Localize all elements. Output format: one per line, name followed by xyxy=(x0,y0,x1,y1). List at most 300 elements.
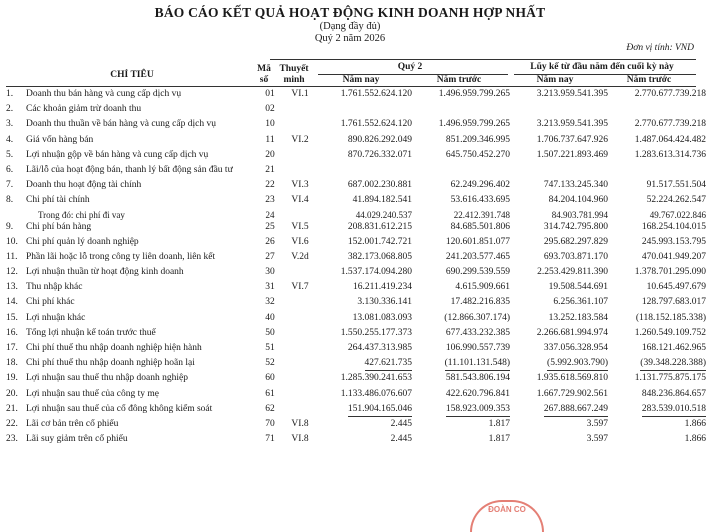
row-quarter-last-year xyxy=(416,118,514,133)
row-label xyxy=(26,194,258,209)
row-quarter-this-year xyxy=(318,296,416,311)
row-code-text: 10 xyxy=(265,119,275,130)
row-ytd-this-year xyxy=(514,210,612,221)
row-note xyxy=(282,372,318,387)
row-ytd-last-year xyxy=(612,296,710,311)
income-statement-table xyxy=(6,88,710,448)
row-code-text: 60 xyxy=(265,373,275,384)
row-code xyxy=(258,251,282,266)
row-code-text: 22 xyxy=(265,180,275,191)
row-note-text: VI.1 xyxy=(291,89,309,99)
row-label xyxy=(26,327,258,342)
row-ytd-last-year-text: 1.283.613.314.736 xyxy=(634,149,706,160)
row-code xyxy=(258,88,282,103)
row-ytd-this-year xyxy=(514,388,612,403)
row-ytd-this-year xyxy=(514,372,612,387)
row-quarter-this-year-text: 1.761.552.624.120 xyxy=(340,119,412,130)
row-note xyxy=(282,266,318,281)
row-quarter-last-year-text: 22.412.391.748 xyxy=(453,209,510,220)
row-label-text: Chi phí tài chính xyxy=(26,195,90,206)
row-quarter-last-year xyxy=(416,327,514,342)
header-bottom-rule xyxy=(6,86,696,87)
row-ytd-last-year-text: 52.224.262.547 xyxy=(646,195,706,206)
row-quarter-last-year xyxy=(416,134,514,149)
row-number-text: 20. xyxy=(6,388,18,399)
row-code xyxy=(258,418,282,433)
row-code xyxy=(258,118,282,133)
row-code xyxy=(258,372,282,387)
row-code-text: 27 xyxy=(265,251,275,262)
row-quarter-this-year-text: 3.130.336.141 xyxy=(357,297,412,308)
row-code-text: 11 xyxy=(265,134,275,145)
row-ytd-this-year xyxy=(514,194,612,209)
row-note xyxy=(282,327,318,342)
row-note-text: VI.2 xyxy=(291,134,309,145)
row-label xyxy=(26,418,258,433)
row-label-text: Chi phí bán hàng xyxy=(26,221,92,232)
row-label xyxy=(26,372,258,387)
row-number xyxy=(6,221,26,236)
row-number-text: 21. xyxy=(6,403,18,414)
row-ytd-last-year xyxy=(612,194,710,209)
row-label-text: Lợi nhuận sau thuế thu nhập doanh nghiệp xyxy=(26,373,189,384)
row-note xyxy=(282,236,318,251)
row-note xyxy=(282,164,318,179)
row-quarter-this-year-text: 382.173.068.805 xyxy=(347,251,412,262)
row-note-text: VI.8 xyxy=(291,418,309,429)
row-ytd-last-year xyxy=(612,118,710,133)
row-note xyxy=(282,312,318,327)
row-number xyxy=(6,342,26,357)
row-quarter-last-year-text: 581.543.806.194 xyxy=(445,373,510,384)
row-ytd-this-year-text: 2.253.429.811.390 xyxy=(537,267,608,278)
row-ytd-last-year-text: 2.770.677.739.218 xyxy=(634,119,706,130)
row-ytd-this-year xyxy=(514,134,612,149)
row-quarter-this-year-text: 1.537.174.094.280 xyxy=(340,267,412,278)
row-code-text: 25 xyxy=(265,221,275,232)
row-note-text: V.2d xyxy=(291,251,309,262)
row-label-text: Trong đó: chi phí đi vay xyxy=(38,209,125,220)
row-ytd-this-year xyxy=(514,327,612,342)
row-quarter-this-year xyxy=(318,210,416,221)
row-number-text: 11. xyxy=(6,251,18,262)
row-number-text: 15. xyxy=(6,312,18,323)
row-ytd-this-year-text: 84.204.104.960 xyxy=(548,195,608,206)
row-label-text: Chi phí khác xyxy=(26,297,75,308)
row-quarter-this-year-text: 208.831.612.215 xyxy=(347,221,412,232)
row-label-text: Lợi nhuận gộp về bán hàng và cung cấp dịch vụ xyxy=(26,149,209,160)
row-label xyxy=(26,251,258,266)
row-code xyxy=(258,327,282,342)
row-label xyxy=(26,236,258,251)
header-q-this-year: Năm nay xyxy=(342,75,380,85)
row-quarter-last-year xyxy=(416,296,514,311)
row-note xyxy=(282,433,318,448)
header-top-rule xyxy=(270,59,696,60)
row-code xyxy=(258,388,282,403)
row-quarter-last-year-text: 158.923.009.353 xyxy=(446,403,510,417)
row-ytd-last-year-text: 128.797.683.017 xyxy=(641,297,706,308)
row-number xyxy=(6,179,26,194)
row-ytd-this-year-text: 2.266.681.994.974 xyxy=(536,327,608,338)
row-code xyxy=(258,403,282,418)
row-code-text: 40 xyxy=(265,312,275,323)
row-quarter-last-year xyxy=(416,418,514,433)
row-number xyxy=(6,418,26,433)
row-ytd-this-year xyxy=(514,281,612,296)
table-row xyxy=(6,251,710,266)
row-number-text: 19. xyxy=(6,373,18,384)
row-code xyxy=(258,221,282,236)
row-number-text: 8. xyxy=(6,195,14,206)
row-note-text: VI.3 xyxy=(291,180,309,191)
row-label-text: Phần lãi hoặc lỗ trong công ty liên doanh, liên kết xyxy=(26,251,216,262)
row-ytd-last-year xyxy=(612,418,710,433)
row-ytd-this-year xyxy=(514,179,612,194)
row-quarter-this-year-text: 41.894.182.541 xyxy=(352,195,412,206)
row-code xyxy=(258,296,282,311)
row-quarter-last-year xyxy=(416,433,514,448)
income-statement-body xyxy=(6,88,710,448)
row-ytd-last-year xyxy=(612,266,710,281)
row-ytd-this-year-text: 1.667.729.902.561 xyxy=(536,388,608,399)
row-label xyxy=(26,164,258,179)
row-ytd-last-year-text: 1.487.064.424.482 xyxy=(634,134,706,145)
row-label-text: Chi phí thuế thu nhập doanh nghiệp hiện hành xyxy=(26,343,202,353)
row-quarter-last-year xyxy=(416,210,514,221)
row-number-text: 3. xyxy=(6,119,14,130)
row-ytd-last-year-text: 2.770.677.739.218 xyxy=(634,89,706,99)
row-quarter-this-year-text: 890.826.292.049 xyxy=(347,134,412,145)
row-label xyxy=(26,312,258,327)
row-note xyxy=(282,403,318,418)
row-quarter-this-year-text: 870.726.332.071 xyxy=(347,149,412,160)
row-note xyxy=(282,342,318,357)
row-number-text: 10. xyxy=(6,236,18,247)
row-label-text: Giá vốn hàng bán xyxy=(26,134,94,145)
row-ytd-last-year-text: 168.254.104.015 xyxy=(641,221,706,232)
table-row xyxy=(6,296,710,311)
row-label-text: Doanh thu hoạt động tài chính xyxy=(26,180,142,191)
row-quarter-last-year xyxy=(416,164,514,179)
row-number xyxy=(6,88,26,103)
row-quarter-last-year xyxy=(416,251,514,266)
row-ytd-this-year-text: 3.597 xyxy=(586,418,608,429)
row-quarter-last-year xyxy=(416,179,514,194)
row-ytd-this-year-text: 747.133.245.340 xyxy=(543,180,608,191)
row-number xyxy=(6,388,26,403)
row-ytd-this-year-text: 1.507.221.893.469 xyxy=(536,149,608,160)
row-quarter-last-year-text: 422.620.796.841 xyxy=(445,388,510,399)
header-y-this-year: Năm nay xyxy=(536,75,574,85)
row-quarter-last-year-text: 690.299.539.559 xyxy=(445,267,510,278)
row-label xyxy=(26,149,258,164)
row-quarter-this-year xyxy=(318,118,416,133)
row-number-text: 12. xyxy=(6,267,18,278)
row-code xyxy=(258,312,282,327)
row-label xyxy=(26,179,258,194)
table-row xyxy=(6,372,710,387)
row-ytd-this-year-text: 3.597 xyxy=(586,434,608,445)
row-code-text: 02 xyxy=(265,104,275,115)
row-note xyxy=(282,179,318,194)
row-ytd-this-year-text: 295.682.297.829 xyxy=(543,236,608,247)
row-quarter-this-year-text: 1.761.552.624.120 xyxy=(340,89,412,99)
row-code-text: 30 xyxy=(265,267,275,278)
row-ytd-last-year xyxy=(612,210,710,221)
header-note: Thuyết minh xyxy=(279,64,309,85)
row-ytd-last-year xyxy=(612,357,710,372)
row-ytd-this-year-text: 314.742.795.800 xyxy=(543,221,608,232)
company-stamp: ĐOÀN CO xyxy=(470,500,544,532)
row-note xyxy=(282,210,318,221)
row-quarter-last-year xyxy=(416,266,514,281)
row-quarter-this-year xyxy=(318,221,416,236)
row-number xyxy=(6,312,26,327)
row-quarter-this-year xyxy=(318,372,416,387)
table-row xyxy=(6,103,710,118)
header-ytd: Lũy kế từ đầu năm đến cuối kỳ này xyxy=(530,62,674,72)
table-row xyxy=(6,194,710,209)
row-quarter-this-year xyxy=(318,266,416,281)
row-number xyxy=(6,118,26,133)
row-quarter-last-year-text: 84.685.501.806 xyxy=(450,221,510,232)
table-row xyxy=(6,433,710,448)
row-number-text: 5. xyxy=(6,149,14,160)
row-label xyxy=(26,266,258,281)
row-note-text: VI.4 xyxy=(291,195,309,206)
table-row xyxy=(6,312,710,327)
header-y-last-year: Năm trước xyxy=(626,75,672,85)
row-ytd-last-year-text: 10.645.497.679 xyxy=(646,282,706,293)
row-label-text: Lãi/lỗ của hoạt động bán, thanh lý bất động sản đầu tư xyxy=(26,164,233,175)
row-quarter-this-year-text: 1.133.486.076.607 xyxy=(340,388,412,399)
row-note xyxy=(282,281,318,296)
row-number-text: 22. xyxy=(6,418,18,429)
row-ytd-last-year-text: 91.517.551.504 xyxy=(646,180,706,191)
row-quarter-this-year-text: 2.445 xyxy=(390,434,412,445)
row-number-text: 4. xyxy=(6,134,14,145)
row-quarter-this-year xyxy=(318,433,416,448)
row-code-text: 70 xyxy=(265,418,275,429)
row-note xyxy=(282,103,318,118)
row-number xyxy=(6,210,26,221)
row-quarter-last-year-text: 1.496.959.799.265 xyxy=(438,89,510,99)
row-ytd-last-year-text: 470.041.949.207 xyxy=(641,251,706,262)
row-ytd-this-year-text: 337.056.328.954 xyxy=(543,343,608,353)
row-ytd-this-year xyxy=(514,103,612,118)
row-quarter-last-year-text: 17.482.216.835 xyxy=(450,297,510,308)
table-row xyxy=(6,179,710,194)
row-quarter-last-year-text: 120.601.851.077 xyxy=(445,236,510,247)
row-ytd-last-year xyxy=(612,312,710,327)
row-quarter-this-year xyxy=(318,388,416,403)
row-code-text: 61 xyxy=(265,388,275,399)
row-quarter-last-year xyxy=(416,342,514,357)
row-quarter-last-year xyxy=(416,221,514,236)
row-ytd-last-year xyxy=(612,164,710,179)
row-code xyxy=(258,149,282,164)
row-note xyxy=(282,251,318,266)
report-title: BÁO CÁO KẾT QUẢ HOẠT ĐỘNG KINH DOANH HỢP NHẤT xyxy=(154,5,546,20)
row-code xyxy=(258,236,282,251)
row-number xyxy=(6,164,26,179)
row-ytd-last-year-text: (118.152.185.338) xyxy=(635,312,706,323)
row-label xyxy=(26,281,258,296)
row-ytd-last-year xyxy=(612,388,710,403)
row-ytd-last-year-text: 1.866 xyxy=(684,434,706,445)
row-note xyxy=(282,134,318,149)
row-number xyxy=(6,296,26,311)
row-quarter-last-year xyxy=(416,194,514,209)
row-label xyxy=(26,433,258,448)
row-code-text: 23 xyxy=(265,195,275,206)
row-quarter-last-year xyxy=(416,372,514,387)
row-quarter-last-year xyxy=(416,103,514,118)
row-number xyxy=(6,266,26,281)
row-note xyxy=(282,149,318,164)
row-ytd-last-year-text: 1.378.701.295.090 xyxy=(634,267,706,278)
row-number-text: 14. xyxy=(6,297,18,308)
row-label xyxy=(26,221,258,236)
table-row xyxy=(6,281,710,296)
header-code: Mã số xyxy=(257,64,271,85)
row-quarter-last-year-text: 62.249.296.402 xyxy=(450,180,510,191)
row-number xyxy=(6,236,26,251)
row-label xyxy=(26,103,258,118)
row-ytd-this-year-text: 1.935.618.569.810 xyxy=(536,373,608,384)
row-code xyxy=(258,103,282,118)
row-number-text: 1. xyxy=(6,89,14,99)
row-code xyxy=(258,281,282,296)
row-code xyxy=(258,266,282,281)
row-ytd-last-year xyxy=(612,103,710,118)
row-ytd-last-year-text: 1.260.549.109.752 xyxy=(634,327,706,338)
row-ytd-last-year xyxy=(612,327,710,342)
row-label-text: Doanh thu bán hàng và cung cấp dịch vụ xyxy=(26,89,182,99)
row-code-text: 26 xyxy=(265,236,275,247)
row-ytd-last-year xyxy=(612,251,710,266)
row-number-text: 7. xyxy=(6,180,14,191)
row-ytd-this-year xyxy=(514,433,612,448)
row-number xyxy=(6,281,26,296)
row-label xyxy=(26,403,258,418)
row-label xyxy=(26,88,258,103)
row-note xyxy=(282,221,318,236)
row-quarter-this-year-text: 44.029.240.537 xyxy=(355,209,412,220)
row-quarter-last-year-text: 1.817 xyxy=(488,434,510,445)
row-quarter-this-year xyxy=(318,236,416,251)
row-code-text: 20 xyxy=(265,149,275,160)
row-note-text: VI.5 xyxy=(291,221,309,232)
report-period: Quý 2 năm 2026 xyxy=(314,33,386,44)
row-code xyxy=(258,134,282,149)
table-row xyxy=(6,403,710,418)
row-label-text: Lợi nhuận sau thuế của công ty mẹ xyxy=(26,388,159,399)
row-quarter-this-year-text: 1.550.255.177.373 xyxy=(340,327,412,338)
row-quarter-last-year-text: 241.203.577.465 xyxy=(445,251,510,262)
row-ytd-last-year xyxy=(612,149,710,164)
row-quarter-last-year xyxy=(416,403,514,418)
row-number-text: 18. xyxy=(6,358,18,369)
row-label-text: Chi phí quản lý doanh nghiệp xyxy=(26,236,139,247)
row-ytd-last-year-text: 245.993.153.795 xyxy=(641,236,706,247)
row-code-text: 71 xyxy=(265,434,275,445)
row-code-text: 31 xyxy=(265,282,275,293)
row-quarter-last-year xyxy=(416,236,514,251)
row-label xyxy=(26,342,258,357)
row-label-text: Lãi cơ bản trên cổ phiếu xyxy=(26,418,119,429)
row-quarter-this-year xyxy=(318,134,416,149)
row-quarter-last-year xyxy=(416,357,514,372)
row-ytd-last-year xyxy=(612,88,710,103)
row-label-text: Thu nhập khác xyxy=(26,282,83,293)
row-ytd-this-year xyxy=(514,403,612,418)
row-quarter-this-year-text: 427.621.735 xyxy=(365,357,413,371)
row-code xyxy=(258,357,282,372)
row-ytd-last-year-text: 848.236.864.657 xyxy=(641,388,706,399)
row-ytd-last-year-text: 1.131.775.875.175 xyxy=(634,373,706,384)
row-label-text: Lợi nhuận thuần từ hoạt động kinh doanh xyxy=(26,267,184,278)
row-ytd-this-year xyxy=(514,266,612,281)
row-quarter-this-year xyxy=(318,403,416,418)
row-quarter-last-year-text: (11.101.131.548) xyxy=(445,357,510,371)
row-number-text: 16. xyxy=(6,327,18,338)
row-ytd-this-year xyxy=(514,221,612,236)
row-ytd-this-year xyxy=(514,149,612,164)
row-quarter-last-year xyxy=(416,281,514,296)
row-number-text: 6. xyxy=(6,164,14,175)
row-ytd-this-year xyxy=(514,164,612,179)
row-ytd-this-year xyxy=(514,251,612,266)
table-row xyxy=(6,327,710,342)
row-ytd-this-year-text: 693.703.871.170 xyxy=(543,251,608,262)
row-ytd-last-year xyxy=(612,281,710,296)
row-ytd-this-year-text: 1.706.737.647.926 xyxy=(536,134,608,145)
header-quarter: Quý 2 xyxy=(397,62,423,72)
row-code-text: 51 xyxy=(265,343,275,353)
row-quarter-this-year xyxy=(318,164,416,179)
row-code-text: 24 xyxy=(265,209,275,220)
row-ytd-this-year-text: 6.256.361.107 xyxy=(553,297,608,308)
row-number-text: 17. xyxy=(6,343,18,353)
row-code xyxy=(258,433,282,448)
row-label-text: Doanh thu thuần về bán hàng và cung cấp dịch vụ xyxy=(26,119,216,130)
row-ytd-this-year-text: (5.992.903.790) xyxy=(547,357,608,371)
row-quarter-this-year-text: 687.002.230.881 xyxy=(347,180,412,191)
row-code xyxy=(258,210,282,221)
row-ytd-last-year xyxy=(612,372,710,387)
row-quarter-this-year-text: 264.437.313.985 xyxy=(347,343,412,353)
row-label xyxy=(26,296,258,311)
row-code xyxy=(258,164,282,179)
row-quarter-last-year-text: 677.433.232.385 xyxy=(445,327,510,338)
row-quarter-last-year-text: 4.615.909.661 xyxy=(455,282,510,293)
row-number xyxy=(6,251,26,266)
row-number-text: 23. xyxy=(6,434,18,445)
row-label-text: Lợi nhuận sau thuế của cổ đông không kiểm soát xyxy=(26,403,213,414)
row-ytd-last-year-text: 168.121.462.965 xyxy=(641,343,706,353)
row-label xyxy=(26,357,258,372)
row-quarter-this-year xyxy=(318,281,416,296)
row-ytd-this-year xyxy=(514,236,612,251)
row-code xyxy=(258,179,282,194)
row-quarter-last-year-text: 53.616.433.695 xyxy=(450,195,510,206)
row-quarter-this-year-text: 2.445 xyxy=(390,418,412,429)
row-code-text: 01 xyxy=(265,89,275,99)
row-ytd-this-year-text: 267.888.667.249 xyxy=(544,403,608,417)
row-quarter-this-year-text: 13.081.083.093 xyxy=(352,312,412,323)
